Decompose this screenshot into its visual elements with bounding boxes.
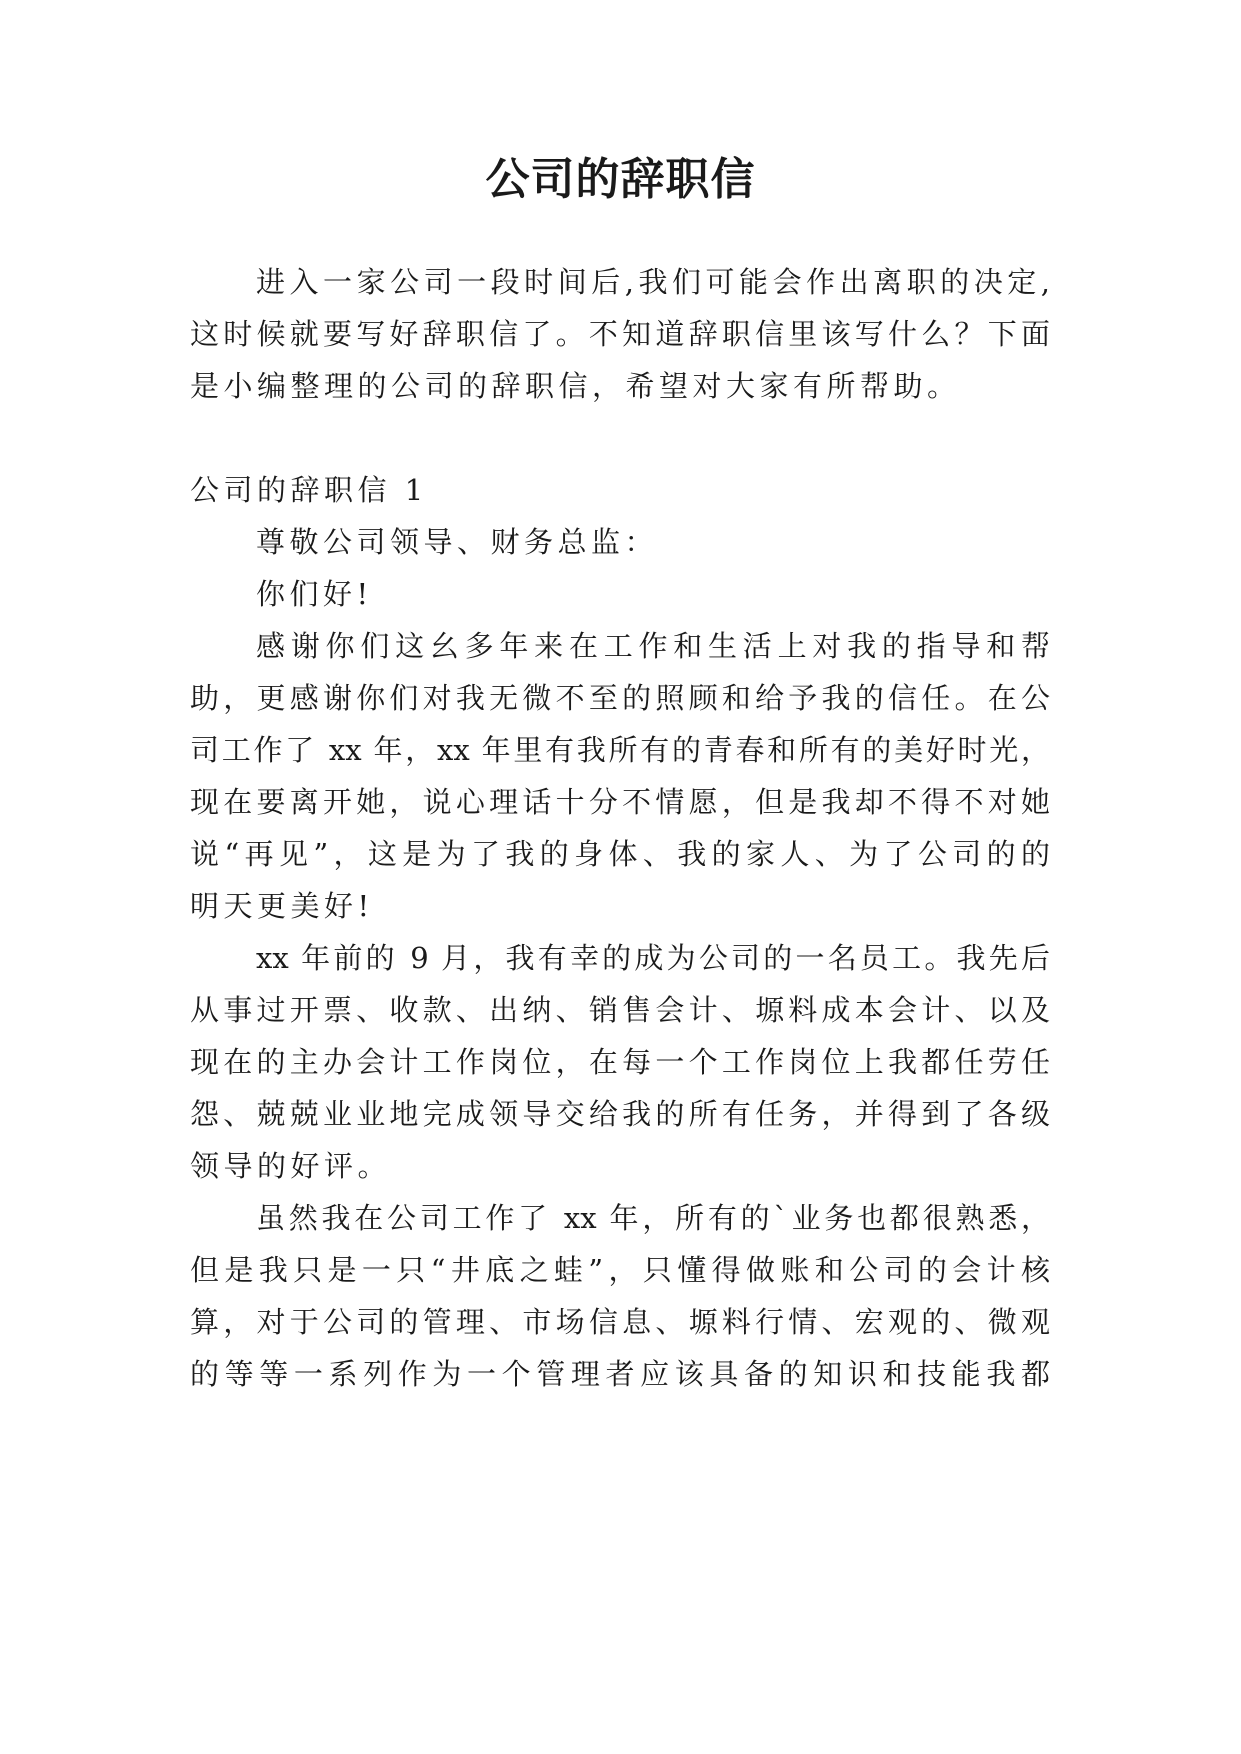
paragraph-line: 明天更美好! [190,889,374,923]
paragraph-line: 的等等一系列作为一个管理者应该具备的知识和技能我都 [190,1357,1050,1391]
paragraph-line: 但是我只是一只“井底之蛙”，只懂得做账和公司的会计核 [190,1253,1050,1287]
paragraph-line: 感谢你们这幺多年来在工作和生活上对我的指导和帮 [256,629,1050,663]
greeting: 你们好! [256,577,373,611]
section-heading: 公司的辞职信 1 [190,473,428,507]
salutation: 尊敬公司领导、财务总监： [256,525,659,559]
paragraph-line: 说“再见”，这是为了我的身体、我的家人、为了公司的的 [190,837,1050,871]
paragraph-line: 怨、兢兢业业地完成领导交给我的所有任务，并得到了各级 [190,1097,1050,1131]
paragraph-line: 虽然我在公司工作了 xx 年，所有的`业务也都很熟悉， [256,1201,1050,1235]
paragraph-line: xx 年前的 9 月，我有幸的成为公司的一名员工。我先后 [256,941,1050,975]
intro-line: 是小编整理的公司的辞职信，希望对大家有所帮助。 [190,369,961,403]
document-title: 公司的辞职信 [485,154,756,205]
paragraph-line: 算，对于公司的管理、市场信息、塬料行情、宏观的、微观 [190,1305,1050,1339]
paragraph-line: 现在的主办会计工作岗位，在每一个工作岗位上我都任劳任 [190,1045,1050,1079]
intro-line: 进入一家公司一段时间后,我们可能会作出离职的决定, [256,265,1050,299]
paragraph-line: 助，更感谢你们对我无微不至的照顾和给予我的信任。在公 [190,681,1050,715]
intro-line: 这时候就要写好辞职信了。不知道辞职信里该写什么？下面 [190,317,1050,351]
paragraph-line: 司工作了 xx 年，xx 年里有我所有的青春和所有的美好时光， [190,733,1050,767]
paragraph-line: 领导的好评。 [190,1149,392,1183]
paragraph-line: 现在要离开她，说心理话十分不情愿，但是我却不得不对她 [190,785,1050,819]
paragraph-line: 从事过开票、收款、出纳、销售会计、塬料成本会计、以及 [190,993,1050,1027]
